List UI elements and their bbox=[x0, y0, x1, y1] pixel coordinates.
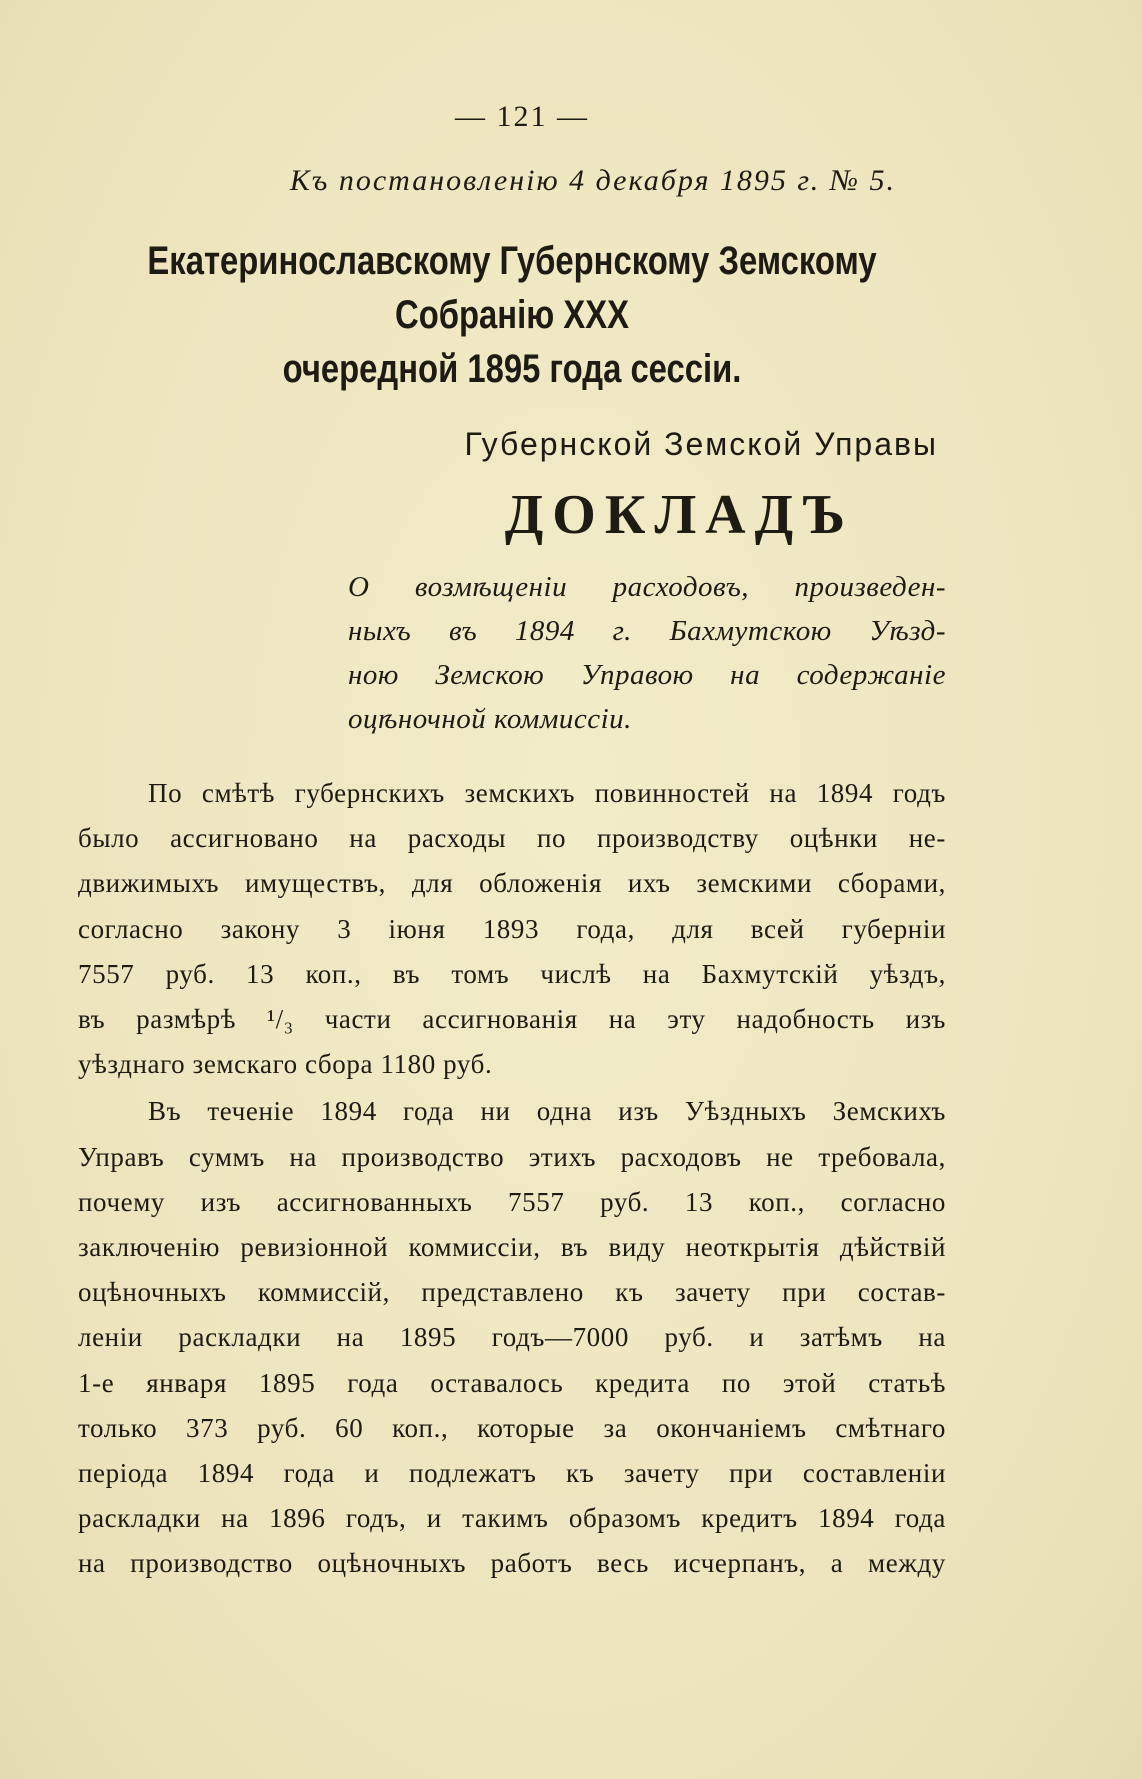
subject-line: оцѣночной коммиссіи. bbox=[348, 703, 632, 735]
body-line: 1-е января 1895 года оставалось кредита по этой статьѣ bbox=[78, 1367, 946, 1398]
body-line: леніи раскладки на 1895 годъ—7000 руб. и затѣмъ на bbox=[78, 1322, 946, 1353]
subject-line: ныхъ въ 1894 г. Бахмутскою Уѣзд- bbox=[348, 615, 946, 647]
body-line: По смѣтѣ губернскихъ земскихъ повинностей на 1894 годъ bbox=[148, 778, 946, 808]
body-line: 7557 руб. 13 коп., въ томъ числѣ на Бахмутскій уѣздъ, bbox=[78, 958, 946, 989]
body-line: заключенію ревизіонной коммиссіи, въ виду неоткрытія дѣйствій bbox=[78, 1232, 946, 1263]
body-line: Въ теченіе 1894 года ни одна изъ Уѣздныхъ Земскихъ bbox=[148, 1096, 946, 1127]
page-number: — 121 — bbox=[455, 100, 589, 133]
resolution-reference: Къ постановленію 4 декабря 1895 г. № 5. bbox=[289, 164, 896, 197]
subject-line: О возмѣщеніи расходовъ, произведен- bbox=[348, 571, 946, 603]
body-line: оцѣночныхъ коммиссій, представлено къ зачету при состав- bbox=[78, 1277, 946, 1308]
body-line: періода 1894 года и подлежатъ къ зачету при составленіи bbox=[78, 1458, 946, 1489]
paragraph-1 bbox=[78, 771, 946, 1087]
addressee-heading bbox=[82, 234, 941, 396]
body-line: раскладки на 1896 годъ, и такимъ образомъ кредитъ 1894 года bbox=[78, 1503, 946, 1534]
body-line: уѣзднаго земскаго сбора 1180 руб. bbox=[78, 1049, 493, 1080]
body-line: на производство оцѣночныхъ работъ весь исчерпанъ, а между bbox=[78, 1548, 946, 1579]
paragraph-2 bbox=[78, 1089, 946, 1586]
authority-heading: Губернской Земской Управы bbox=[464, 426, 938, 462]
body-line: почему изъ ассигнованныхъ 7557 руб. 13 коп., согласно bbox=[78, 1186, 946, 1217]
addressee-line-2: очередной 1895 года сессіи. bbox=[282, 347, 742, 391]
body-line: согласно закону 3 іюня 1893 года, для всей губерніи bbox=[78, 913, 946, 944]
body-line: было ассигновано на расходы по производству оцѣнки не- bbox=[78, 823, 946, 854]
body-line: въ размѣрѣ ¹/₃ части ассигнованія на эту надобность изъ bbox=[78, 1004, 946, 1035]
body-line: Управъ суммъ на производство этихъ расходовъ не требовала, bbox=[78, 1141, 946, 1172]
body-line: только 373 руб. 60 коп., которые за окончаніемъ смѣтнаго bbox=[78, 1412, 946, 1443]
body-line: движимыхъ имуществъ, для обложенія ихъ земскими сборами, bbox=[78, 868, 946, 899]
document-type-title: ДОКЛАДЪ bbox=[504, 484, 854, 546]
addressee-line-1: Екатеринославскому Губернскому Земскому Собранію XXX bbox=[147, 239, 877, 337]
report-subject bbox=[348, 565, 946, 741]
page-content bbox=[78, 100, 946, 1587]
subject-line: ною Земскою Управою на содержаніе bbox=[348, 659, 946, 691]
report-body bbox=[78, 771, 946, 1587]
